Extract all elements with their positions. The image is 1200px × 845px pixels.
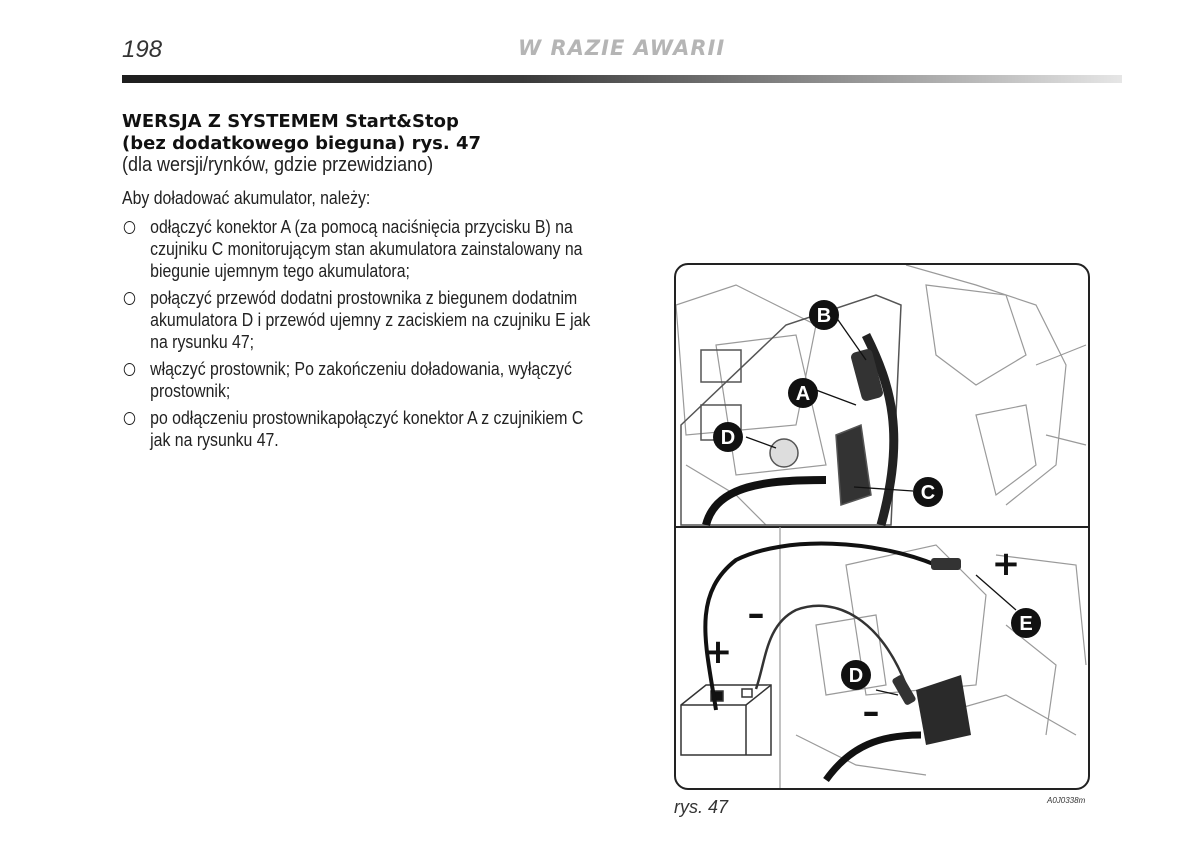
header-rule [122,75,1122,83]
battery-charging-illustration [676,265,1088,788]
page-number: 198 [122,36,163,63]
heading-line-1: WERSJA Z SYSTEMEM Start&Stop [122,111,459,132]
list-item: po odłączeniu prostownikapołączyć konektor A z czujnikiem C jak na rysunku 47. [122,407,606,451]
plus-sign-battery: + [991,544,1021,584]
list-item: połączyć przewód dodatni prostownika z biegunem dodatnim akumulatora D i przewód ujemny z zaciskiem na czujniku E jak na rysunku 47; [122,287,606,353]
figure-code: A0J0338m [1047,796,1086,805]
section-title: W RAZIE AWARII [518,36,726,60]
callout-d-top [713,422,743,452]
negative-charger-cable [756,606,906,689]
plus-sign-charger: + [703,632,733,672]
callout-e [1011,608,1041,638]
subheading: (dla wersji/rynków, gdzie przewidziano) [122,154,434,176]
intro-text: Aby doładować akumulator, należy: [122,188,371,208]
callout-d-bottom [841,660,871,690]
minus-sign-charger: – [747,594,765,634]
svg-text:B: B [816,305,832,327]
callout-c [913,477,943,507]
minus-sign-sensor: – [862,692,880,732]
negative-cable [706,480,826,525]
svg-text:E: E [1019,613,1033,635]
battery-top-view [681,295,901,525]
callout-a [788,378,818,408]
sensor-bottom [916,675,971,745]
svg-text:D: D [848,665,864,687]
figure-caption: rys. 47 [674,797,729,817]
positive-clamp [931,558,961,570]
heading-line-2: (bez dodatkowego bieguna) rys. 47 [122,133,482,154]
heading [122,111,622,155]
list-item: odłączyć konektor A (za pomocą naciśnięcia przycisku B) na czujniku C monitorującym stan akumulatora zainstalowany na biegunie ujemnym tego akumulatora; [122,216,606,282]
negative-clamp [891,674,916,706]
svg-text:C: C [920,482,936,504]
svg-text:D: D [720,427,736,449]
callout-b [809,300,839,330]
list-item: włączyć prostownik; Po zakończeniu doładowania, wyłączyć prostownik; [122,358,606,402]
charger-box [681,685,771,755]
instruction-list [122,216,606,456]
svg-text:A: A [795,383,811,405]
figure-47 [674,263,1090,790]
